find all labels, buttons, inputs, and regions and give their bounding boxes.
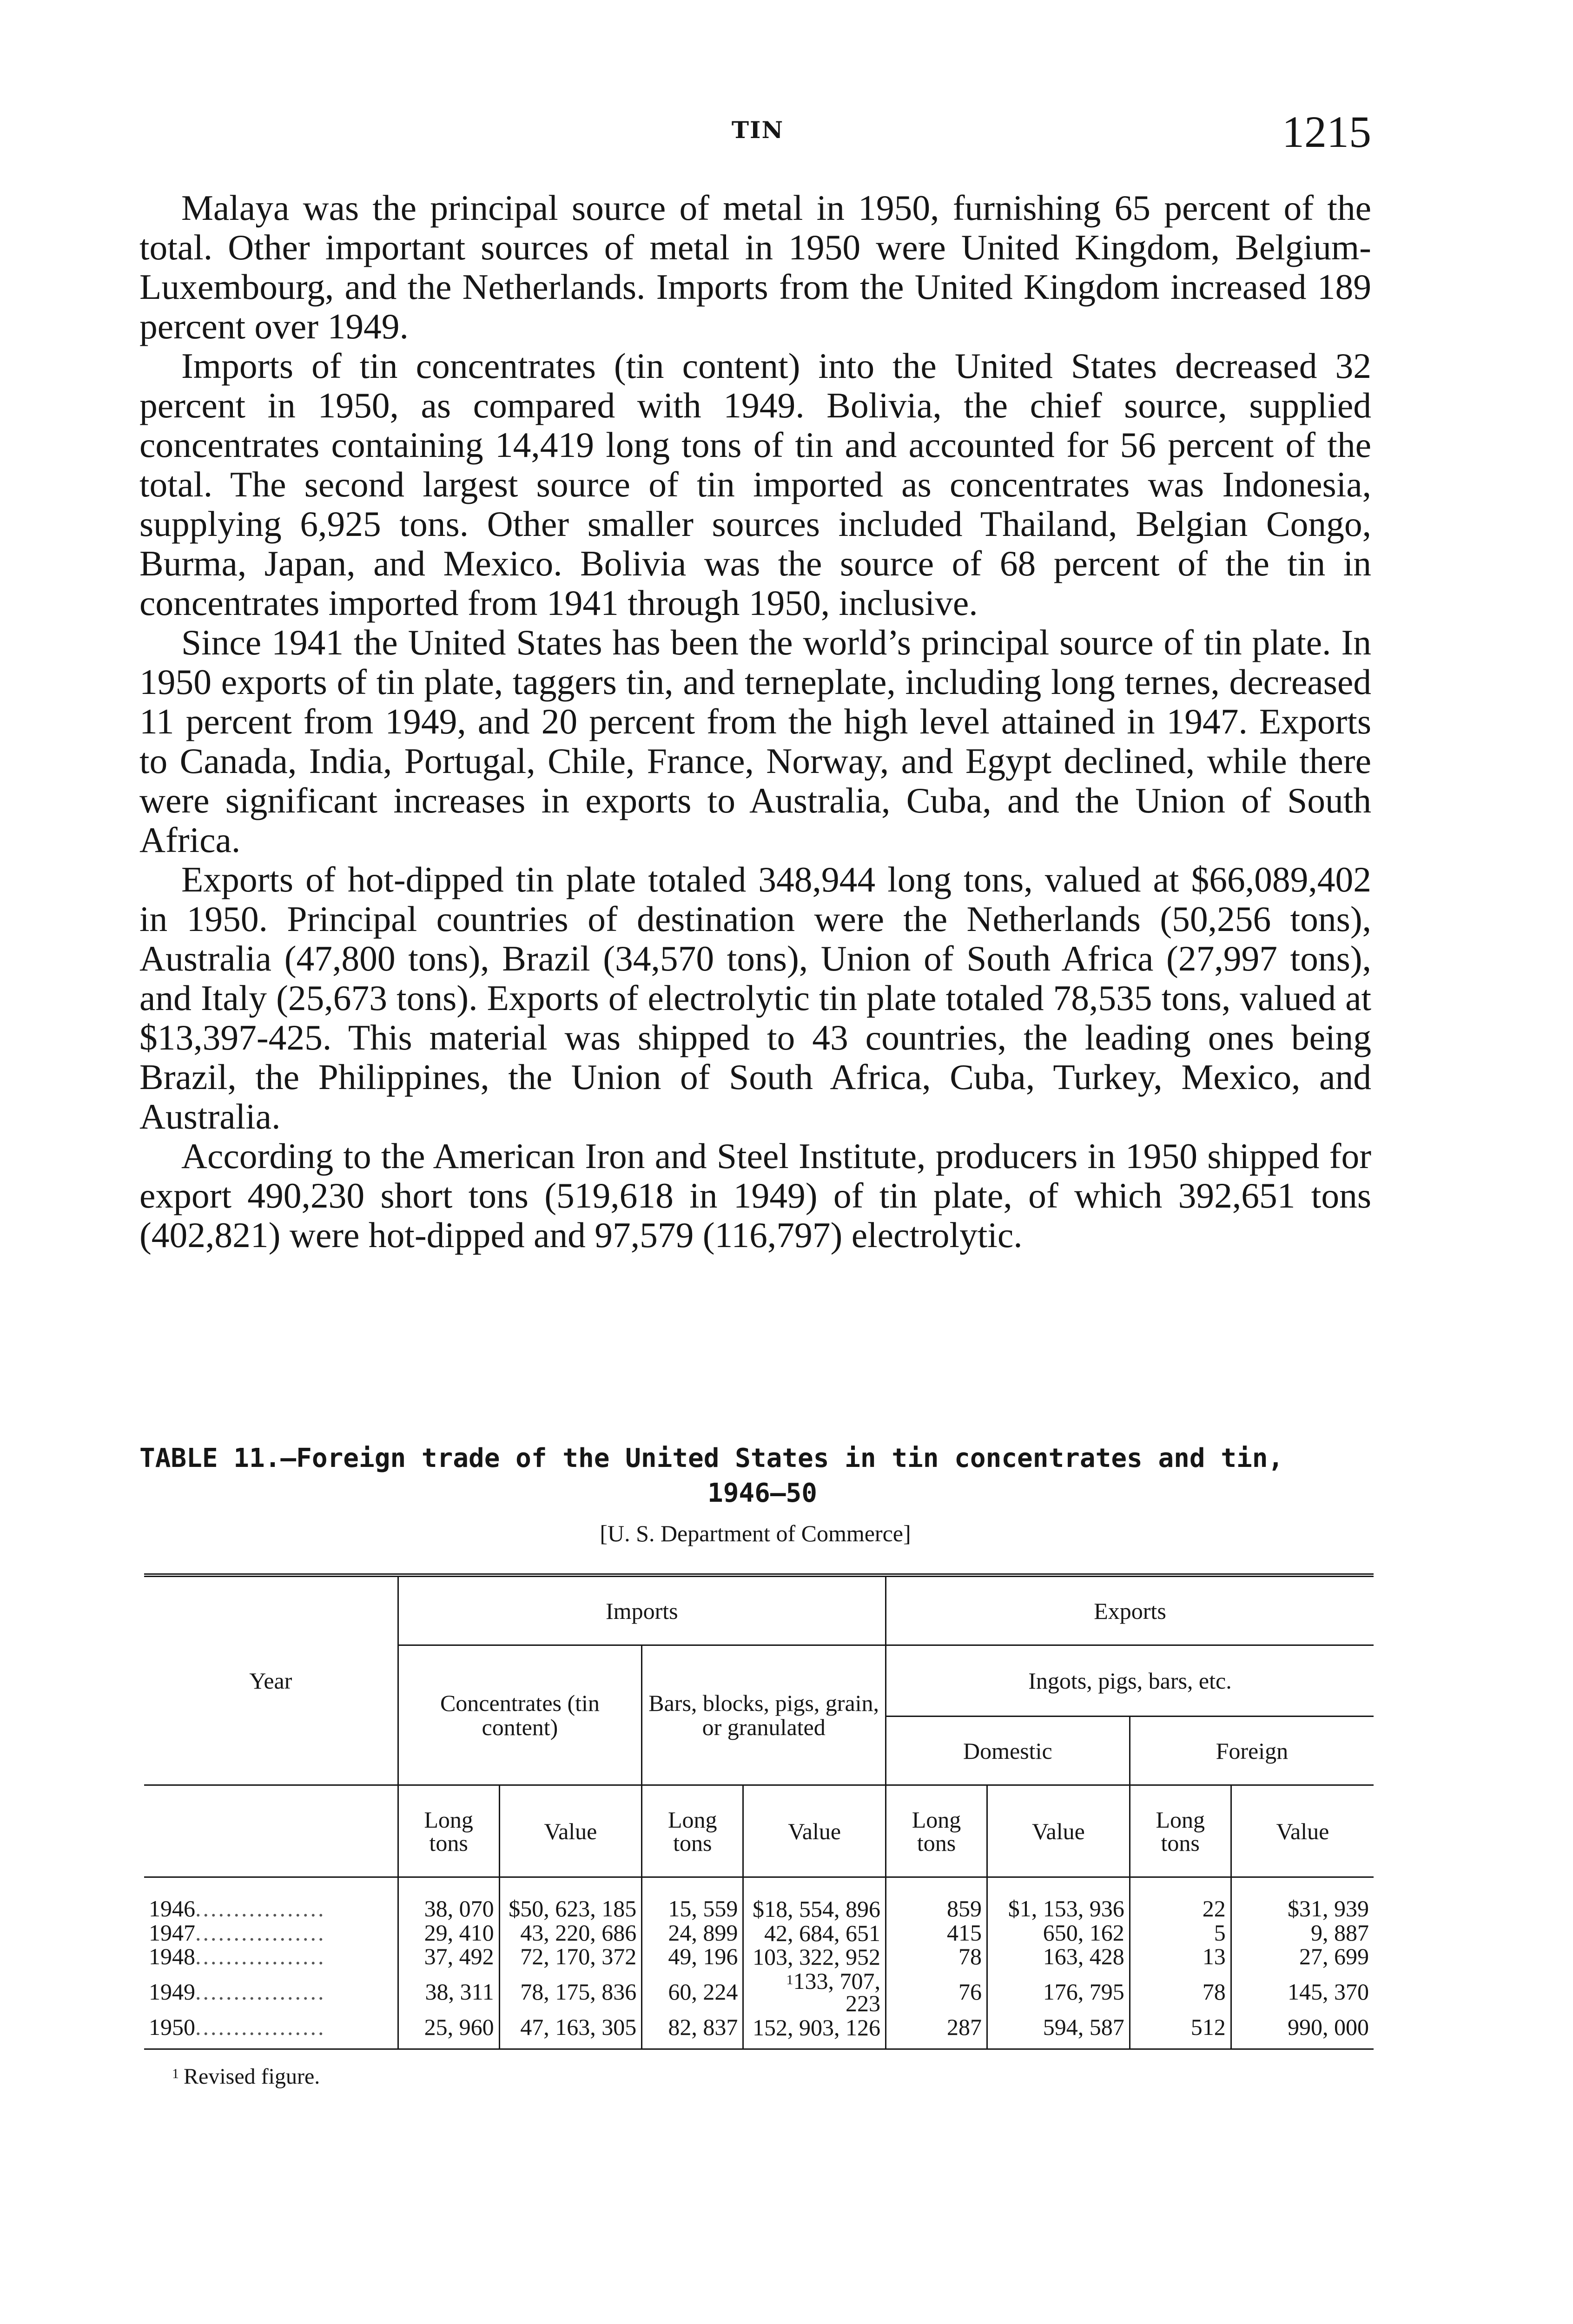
bars-tons-cell: 24, 899 xyxy=(642,1921,743,1944)
table-title-line: 1946–50 xyxy=(707,1478,817,1508)
trade-table-wrapper xyxy=(144,1573,1374,2050)
table-row xyxy=(144,1921,1374,1944)
col-header-bars: Bars, blocks, pigs, grain, or granulated xyxy=(642,1645,886,1785)
year-cell: 1950................. xyxy=(144,2015,398,2049)
conc-tons-cell: 38, 070 xyxy=(398,1877,499,1921)
dom-value-cell: 176, 795 xyxy=(987,1968,1130,2015)
conc-tons-cell: 38, 311 xyxy=(398,1968,499,2015)
dom-value-cell: 163, 428 xyxy=(987,1945,1130,1968)
for-tons-cell: 78 xyxy=(1130,1968,1231,2015)
col-header-foreign: Foreign xyxy=(1130,1717,1374,1785)
col-header-value: Value xyxy=(987,1785,1130,1877)
for-tons-cell: 13 xyxy=(1130,1945,1231,1968)
footnote-marker: 1 xyxy=(172,2066,179,2081)
col-header-year: Year xyxy=(144,1575,398,1785)
table-row xyxy=(144,2015,1374,2049)
year-cell: 1949................. xyxy=(149,1978,326,2005)
footnote-text: Revised figure. xyxy=(184,2064,320,2089)
for-value-cell: 9, 887 xyxy=(1231,1921,1374,1944)
col-header-long-tons: Long tons xyxy=(642,1785,743,1877)
conc-tons-cell: 25, 960 xyxy=(398,2015,499,2049)
for-value-cell: $31, 939 xyxy=(1231,1877,1374,1921)
year-cell: 1948................. xyxy=(149,1943,326,1970)
conc-value-cell: 78, 175, 836 xyxy=(499,1968,642,2015)
dom-tons-cell: 415 xyxy=(886,1921,987,1944)
paragraph: Exports of hot-dipped tin plate totaled 348,944 long tons, valued at $66,089,402 in 1950. Principal countries of destination were the Netherlands (50,256 tons), Australia (47,800 tons), Brazil (34,570 tons), Union of South Africa (27,997 tons), and Italy (25,673 tons). Exports of electrolytic tin plate totaled 78,535 tons, valued at $13,397-425. This material was shipped to 43 countries, the leading ones being Brazil, the Philippines, the Union of South Africa, Cuba, Turkey, Mexico, and Australia. xyxy=(139,859,1371,1136)
footnote-marker: 1 xyxy=(786,1972,793,1987)
bars-tons-cell: 60, 224 xyxy=(642,1968,743,2015)
col-header-value: Value xyxy=(1231,1785,1374,1877)
trade-table xyxy=(144,1573,1374,2050)
year-cell: 1946................. xyxy=(149,1895,326,1922)
conc-tons-cell: 29, 410 xyxy=(398,1921,499,1944)
col-header-domestic: Domestic xyxy=(886,1717,1130,1785)
for-tons-cell: 22 xyxy=(1130,1877,1231,1921)
paragraph: Since 1941 the United States has been the world’s principal source of tin plate. In 1950 exports of tin plate, taggers tin, and terneplate, including long ternes, decreased 11 percent from 1949, and 20 percent from the high level attained in 1947. Exports to Canada, India, Portugal, Chile, France, Norway, and Egypt declined, while there were significant increases in exports to Australia, Cuba, and the Union of South Africa. xyxy=(139,622,1371,860)
body-text xyxy=(139,188,1371,1255)
table-row xyxy=(144,1968,1374,2015)
bars-value-cell: $18, 554, 896 xyxy=(743,1877,886,1921)
dom-value-cell: 594, 587 xyxy=(987,2015,1130,2049)
dom-value-cell: $1, 153, 936 xyxy=(987,1877,1130,1921)
bars-tons-cell: 82, 837 xyxy=(642,2015,743,2049)
bars-value-cell: 152, 903, 126 xyxy=(743,2015,886,2049)
for-value-cell: 27, 699 xyxy=(1231,1945,1374,1968)
col-header-concentrates: Concentrates (tin content) xyxy=(398,1645,642,1785)
col-header-value: Value xyxy=(499,1785,642,1877)
conc-value-cell: $50, 623, 185 xyxy=(499,1877,642,1921)
paragraph: Malaya was the principal source of metal in 1950, furnishing 65 percent of the total. Other important sources of metal in 1950 were United Kingdom, Belgium-Luxembourg, and the Netherlands. Imports from the United Kingdom increased 189 percent over 1949. xyxy=(139,188,1371,346)
bars-tons-cell: 15, 559 xyxy=(642,1877,743,1921)
for-tons-cell: 5 xyxy=(1130,1921,1231,1944)
bars-value-cell: 42, 684, 651 xyxy=(743,1921,886,1944)
bars-value-cell: $^1$133, 707, 223 xyxy=(743,1968,886,2015)
paragraph: According to the American Iron and Steel Institute, producers in 1950 shipped for export 490,230 short tons (519,618 in 1949) of tin plate, of which 392,651 tons (402,821) were hot-dipped and 97,579 (116,797) electrolytic. xyxy=(139,1136,1371,1255)
dom-tons-cell: 76 xyxy=(886,1968,987,2015)
year-cell: 1947................. xyxy=(149,1919,326,1946)
for-tons-cell: 512 xyxy=(1130,2015,1231,2049)
table-footnote xyxy=(172,2064,320,2089)
col-header-blank xyxy=(144,1785,398,1877)
for-value-cell: 145, 370 xyxy=(1231,1968,1374,2015)
dom-tons-cell: 78 xyxy=(886,1945,987,1968)
col-header-imports: Imports xyxy=(398,1575,886,1645)
paragraph: Imports of tin concentrates (tin content) into the United States decreased 32 percent in 1950, as compared with 1949. Bolivia, the chief source, supplied concentrates containing 14,419 long tons of tin and accounted for 56 percent of the total. The second largest source of tin imported as concentrates was Indonesia, supplying 6,925 tons. Other smaller sources included Thailand, Belgian Congo, Burma, Japan, and Mexico. Bolivia was the source of 68 percent of the tin in concentrates imported from 1941 through 1950, inclusive. xyxy=(139,346,1371,623)
bars-value-cell: 103, 322, 952 xyxy=(743,1945,886,1968)
col-header-long-tons: Long tons xyxy=(886,1785,987,1877)
dom-tons-cell: 287 xyxy=(886,2015,987,2049)
conc-value-cell: 43, 220, 686 xyxy=(499,1921,642,1944)
for-value-cell: 990, 000 xyxy=(1231,2015,1374,2049)
dom-value-cell: 650, 162 xyxy=(987,1921,1130,1944)
running-head: TIN xyxy=(731,116,784,144)
conc-value-cell: 47, 163, 305 xyxy=(499,2015,642,2049)
bars-tons-cell: 49, 196 xyxy=(642,1945,743,1968)
table-row xyxy=(144,1877,1374,1921)
col-header-exports: Exports xyxy=(886,1575,1374,1645)
col-header-long-tons: Long tons xyxy=(1130,1785,1231,1877)
col-header-ingots: Ingots, pigs, bars, etc. xyxy=(886,1645,1374,1717)
table-row xyxy=(144,1945,1374,1968)
table-title-line: TABLE 11.—Foreign trade of the United States in tin concentrates and tin, xyxy=(139,1443,1284,1473)
col-header-long-tons: Long tons xyxy=(398,1785,499,1877)
col-header-value: Value xyxy=(743,1785,886,1877)
conc-tons-cell: 37, 492 xyxy=(398,1945,499,1968)
dom-tons-cell: 859 xyxy=(886,1877,987,1921)
table-source: [U. S. Department of Commerce] xyxy=(600,1520,911,1546)
table-title xyxy=(139,1441,1385,1511)
conc-value-cell: 72, 170, 372 xyxy=(499,1945,642,1968)
page-number: 1215 xyxy=(1282,107,1371,157)
